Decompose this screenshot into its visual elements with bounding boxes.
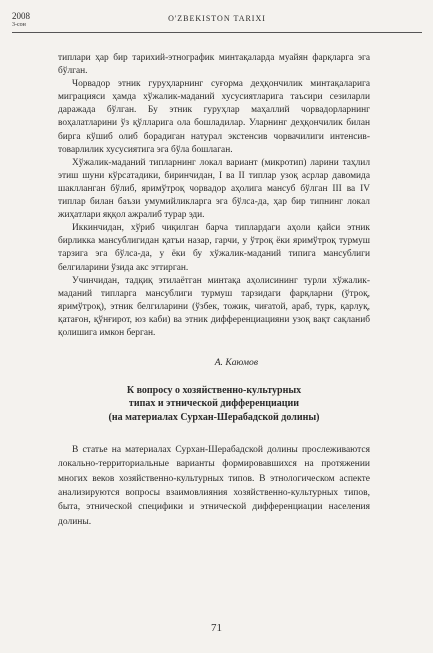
header-issue-mark: 3-сон	[12, 22, 26, 28]
abstract-text: В статье на материалах Сурхан-Шерабадской долины прослеживаются локально-территориальные варианты формировавшихся на протяжении многих веков хозяйственно-культурных типов. В этнологическом аспекте анализируются вопросы взаимовлияния хозяйственно-культурных типов, быта, этнической специфики и этнической дифференциации населения долины.	[58, 445, 370, 527]
header-journal-title: O'ZBEKISTON TARIXI	[168, 14, 266, 23]
body-paragraph: Хўжалик-маданий типларнинг локал вариант (микротип) ларини таҳлил этиш шуни кўрсатадики, биринчидан, I ва II типлар узоқ асрлар давомида шаклланган бўлиб, яримўтроқ чорвадор аҳолига мансуб бўлган III ва IV типлар билан баъзи умумийликларга эга бўлса-да, ҳар бир типнинг локал жиҳатлари яққол ажралиб турар эди.	[58, 157, 370, 221]
body-paragraph: Чорвадор этник гуруҳларнинг суғорма деҳқончилик минтақаларига миграцияси ҳамда хўжалик-маданий хусусиятларига таъсири сезиларли даражада бўлган. Бу этник гуруҳлар маҳаллий чорвадорларнинг воҳалатларини ўз қўлларига ола бошладилар. Уларнинг деҳқончилик билан бирга кўшиб олиб борадиган натурал экстенсив чорвачилиги интенсив-товарлилик хусусиятига эга бўла бошлаган.	[58, 79, 370, 155]
body-paragraph: типлари ҳар бир тарихий-этнографик минтақаларда муайян фарқларга эга бўлган.	[58, 53, 370, 77]
abstract	[58, 443, 370, 529]
article-title-line: (на материалах Сурхан-Шерабадской долины)	[108, 411, 320, 423]
article-title-line: К вопросу о хозяйственно-культурных	[126, 385, 302, 397]
page-header	[12, 12, 422, 33]
author-name: А. Каюмов	[214, 357, 258, 369]
article-title	[58, 384, 370, 424]
header-year: 2008	[12, 11, 30, 21]
article-title-line: типах и этнической дифференциации	[128, 398, 300, 410]
body-paragraph: Учинчидан, тадқиқ этилаётган минтақа аҳолисининг турли хўжалик-маданий типларга мансублиги турмуш тарзидаги фарқларни (ўтроқ, яримўтроқ), этник белгиларини (ўзбек, тожик, чиғатой, араб, турк, қарлуқ, қатағон, қўнғирот, юз каби) ва этник дифференциацияни узоқ вақт сақланиб қолишига имкон берган.	[58, 275, 370, 338]
page-body	[58, 52, 370, 529]
page-number: 71	[211, 622, 222, 634]
body-paragraph: Иккинчидан, хўриб чиқилган барча типлардаги аҳоли қайси этник бирликка мансублигидан қатъи назар, гарчи, у ўтроқ ёки яримўтроқ турмуш тарзига эга бўлса-да, у ёки бу хўжалик-маданий типига мансублиги белгиларини ўзида акс эттирган.	[58, 223, 370, 273]
